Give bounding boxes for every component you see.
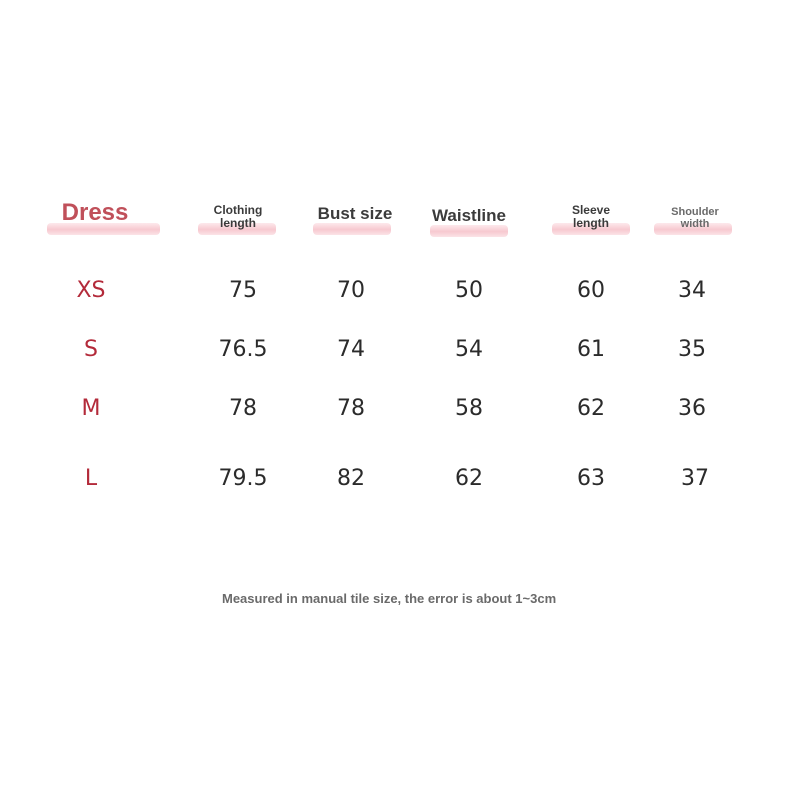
value-clothing-length: 79.5 xyxy=(218,466,268,491)
value-waistline: 54 xyxy=(455,337,483,362)
value-shoulder-width: 36 xyxy=(678,396,706,421)
table-title: Dress xyxy=(61,199,129,227)
value-bust-size: 74 xyxy=(337,337,365,362)
header-waistline: Waistline xyxy=(432,206,506,226)
value-shoulder-width: 37 xyxy=(681,466,709,491)
value-clothing-length: 78 xyxy=(229,396,257,421)
header-shoulder-width: Shoulder width xyxy=(671,206,719,230)
value-sleeve-length: 61 xyxy=(577,337,605,362)
value-clothing-length: 75 xyxy=(229,278,257,303)
value-bust-size: 70 xyxy=(337,278,365,303)
value-sleeve-length: 60 xyxy=(577,278,605,303)
value-shoulder-width: 35 xyxy=(678,337,706,362)
header-bust-size: Bust size xyxy=(317,204,393,224)
value-waistline: 50 xyxy=(455,278,483,303)
value-bust-size: 78 xyxy=(337,396,365,421)
value-sleeve-length: 63 xyxy=(577,466,605,491)
value-shoulder-width: 34 xyxy=(678,278,706,303)
size-label: XS xyxy=(76,278,106,303)
measurement-footnote: Measured in manual tile size, the error is about 1~3cm xyxy=(222,591,557,606)
size-label: L xyxy=(84,466,98,491)
value-waistline: 62 xyxy=(455,466,483,491)
value-bust-size: 82 xyxy=(337,466,365,491)
size-label: M xyxy=(81,396,101,421)
value-waistline: 58 xyxy=(455,396,483,421)
header-sleeve-length: Sleeve length xyxy=(571,203,611,230)
value-clothing-length: 76.5 xyxy=(218,337,268,362)
value-sleeve-length: 62 xyxy=(577,396,605,421)
header-clothing-length: Clothing length xyxy=(213,203,263,230)
size-label: S xyxy=(84,337,98,362)
